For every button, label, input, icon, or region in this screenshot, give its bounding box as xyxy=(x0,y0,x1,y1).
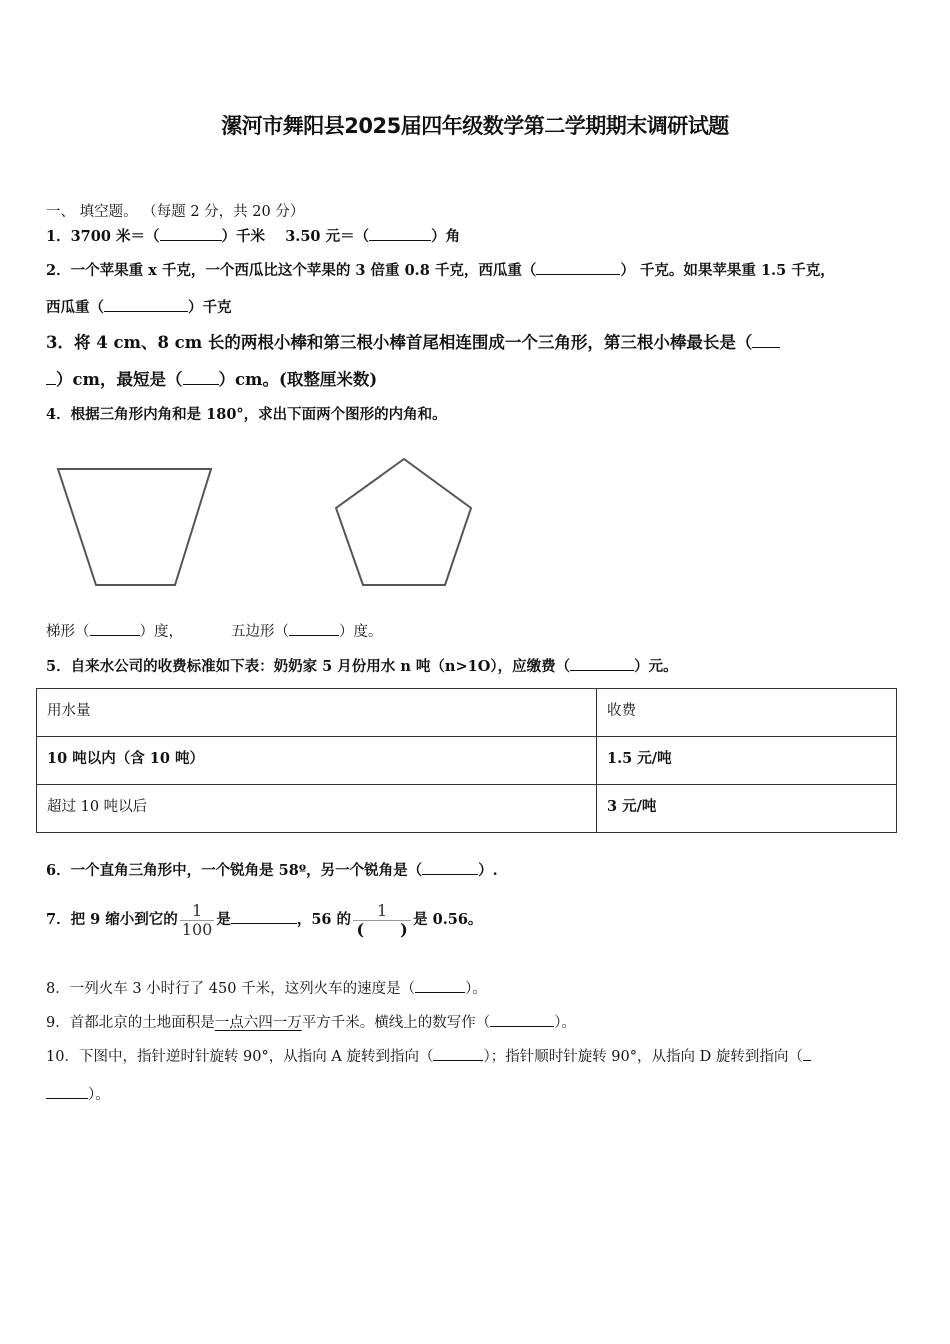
q9-text-suffix: ）。 xyxy=(554,1015,576,1031)
answer-blank[interactable] xyxy=(231,910,297,924)
q4-pentagon-label: 五边形（ xyxy=(231,624,289,640)
q7-text-d: 是 0.56。 xyxy=(413,911,483,928)
q10-text-suffix: ）。 xyxy=(88,1087,110,1103)
question-1 xyxy=(46,227,460,247)
question-number: 5． xyxy=(46,658,71,675)
question-4-answers xyxy=(46,622,383,642)
fraction-denominator[interactable] xyxy=(353,921,411,939)
answer-blank[interactable] xyxy=(104,298,188,312)
q7-text-b: 是 xyxy=(216,911,231,928)
table-header-row xyxy=(37,689,897,737)
q7-text-a: 把 9 缩小到它的 xyxy=(70,911,178,928)
q2-text-suffix: ） 千克。如果苹果重 1.5 千克， xyxy=(620,262,835,279)
answer-blank[interactable] xyxy=(90,622,140,636)
paren-open: ( xyxy=(356,919,365,939)
question-number: 10． xyxy=(46,1049,79,1065)
q9-underlined-number: 一点六四一万 xyxy=(214,1015,302,1031)
answer-blank[interactable] xyxy=(433,1047,483,1061)
answer-blank[interactable] xyxy=(536,261,620,275)
q3-text-suffix: ）cm。(取整厘米数) xyxy=(218,370,378,389)
q8-text-suffix: ）。 xyxy=(465,981,487,997)
page-title: 漯河市舞阳县2025届四年级数学第二学期期末调研试题 xyxy=(221,114,729,138)
question-9 xyxy=(46,1013,576,1033)
q1-text-b-suffix: ）角 xyxy=(431,228,461,245)
question-number: 8． xyxy=(46,981,70,997)
answer-blank[interactable] xyxy=(183,371,219,385)
answer-blank[interactable] xyxy=(160,227,222,241)
answer-blank[interactable] xyxy=(46,1085,88,1099)
q6-text: 一个直角三角形中，一个锐角是 58º，另一个锐角是（ xyxy=(70,862,423,879)
q2-text-line2-suffix: ）千克 xyxy=(188,299,232,316)
question-4 xyxy=(46,405,447,425)
answer-blank[interactable] xyxy=(289,622,339,636)
question-number: 6． xyxy=(46,862,71,879)
q8-text: 一列火车 3 小时行了 450 千米，这列火车的速度是（ xyxy=(69,981,416,997)
fraction-one-hundredth xyxy=(180,902,215,939)
question-number: 9． xyxy=(46,1015,70,1031)
question-6 xyxy=(46,861,498,881)
q3-text-mid: ）cm，最短是（ xyxy=(56,370,183,389)
question-3-line-2 xyxy=(46,370,377,390)
table-cell: 超过 10 吨以后 xyxy=(37,785,597,833)
question-7 xyxy=(46,900,482,940)
table-header-cell: 收费 xyxy=(597,689,897,737)
table-cell: 10 吨以内（含 10 吨） xyxy=(37,737,597,785)
question-number: 3． xyxy=(46,333,74,352)
question-2-line-2 xyxy=(46,298,232,318)
question-10 xyxy=(46,1047,811,1067)
answer-blank[interactable] xyxy=(803,1047,811,1061)
q5-text-suffix: ）元。 xyxy=(634,658,678,675)
section-heading-text: 一、 填空题。 （每题 2 分，共 20 分） xyxy=(46,204,305,220)
question-number: 2． xyxy=(46,262,71,279)
q4-text: 根据三角形内角和是 180°，求出下面两个图形的内角和。 xyxy=(70,406,447,423)
answer-blank[interactable] xyxy=(369,227,431,241)
q1-text-b: 3.50 元＝（ xyxy=(285,228,370,245)
q2-text-line2: 西瓜重（ xyxy=(46,299,104,316)
question-5 xyxy=(46,657,678,677)
answer-blank[interactable] xyxy=(570,657,634,671)
q7-text-c: ，56 的 xyxy=(296,911,352,928)
table-row xyxy=(37,737,897,785)
question-number: 4． xyxy=(46,406,71,423)
q4-pentagon-suffix: ）度。 xyxy=(339,624,383,640)
fraction-numerator: 1 xyxy=(353,902,411,921)
answer-blank[interactable] xyxy=(415,979,465,993)
q4-trapezoid-suffix: ）度， xyxy=(139,624,183,640)
table-header-cell: 用水量 xyxy=(37,689,597,737)
table-row xyxy=(37,785,897,833)
q6-text-suffix: ）. xyxy=(478,862,498,879)
table-cell: 1.5 元/吨 xyxy=(597,737,897,785)
question-number: 1． xyxy=(46,228,71,245)
question-8 xyxy=(46,979,487,999)
q10-text-a: 下图中，指针逆时针旋转 90°，从指向 A 旋转到指向（ xyxy=(78,1049,434,1065)
q4-trapezoid-label: 梯形（ xyxy=(46,624,90,640)
answer-blank[interactable] xyxy=(46,371,56,385)
question-3 xyxy=(46,333,780,353)
fraction-numerator: 1 xyxy=(180,902,215,921)
answer-blank[interactable] xyxy=(422,861,478,875)
paren-close: ) xyxy=(400,919,408,939)
answer-blank[interactable] xyxy=(490,1013,554,1027)
question-10-line-2 xyxy=(46,1085,110,1105)
q2-text: 一个苹果重 x 千克，一个西瓜比这个苹果的 3 倍重 0.8 千克，西瓜重（ xyxy=(70,262,537,279)
q9-text-mid: 平方千米。横线上的数写作（ xyxy=(301,1015,491,1031)
table-cell: 3 元/吨 xyxy=(597,785,897,833)
q3-text: 将 4 cm、8 cm 长的两根小棒和第三根小棒首尾相连围成一个三角形，第三根小棒最长是（ xyxy=(73,333,753,352)
section-heading xyxy=(46,202,304,222)
question-number: 7． xyxy=(46,911,71,928)
answer-blank[interactable] xyxy=(752,334,780,348)
q1-text-a: 3700 米＝（ xyxy=(70,228,160,245)
q5-text: 自来水公司的收费标准如下表：奶奶家 5 月份用水 n 吨（n>1O），应缴费（ xyxy=(70,658,571,675)
fraction-denominator: 100 xyxy=(181,919,213,939)
q10-text-b: ）；指针顺时针旋转 90°，从指向 D 旋转到指向（ xyxy=(483,1049,803,1065)
water-fee-table xyxy=(36,688,897,833)
question-2 xyxy=(46,261,835,281)
trapezoid-figure xyxy=(50,460,220,592)
q9-text: 首都北京的土地面积是 xyxy=(69,1015,215,1031)
fraction-blank-denominator xyxy=(353,902,411,939)
pentagon-figure xyxy=(330,455,480,591)
q1-text-a-suffix: ）千米 xyxy=(221,228,265,245)
